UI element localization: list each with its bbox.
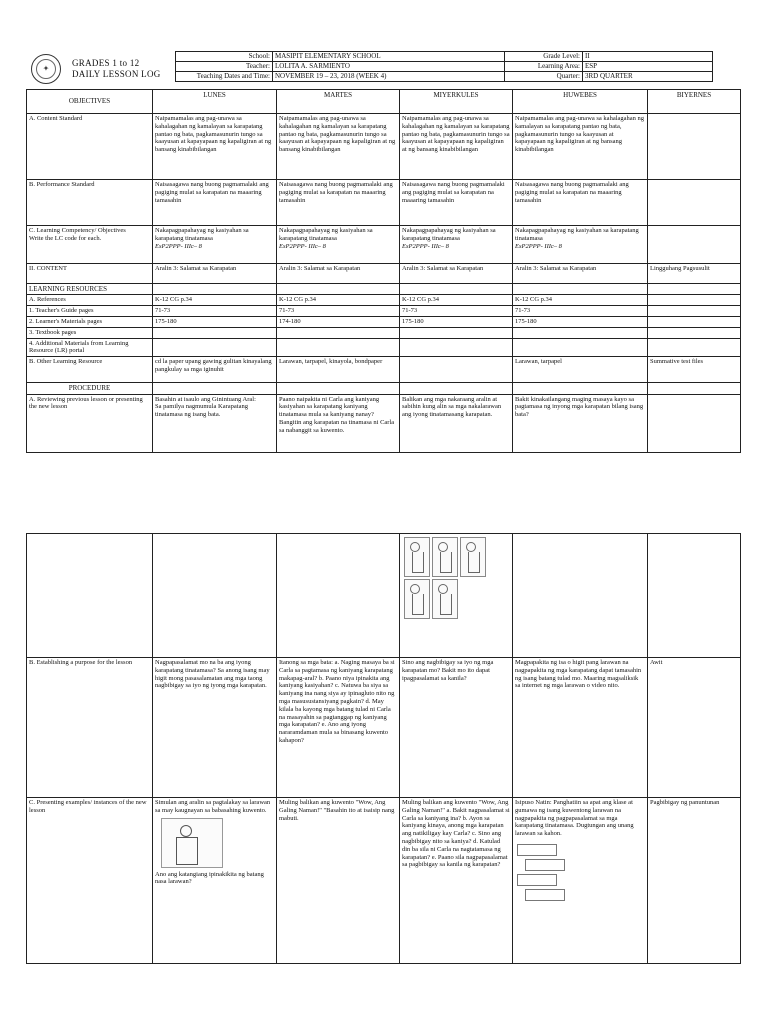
child-picture-icon <box>404 537 430 577</box>
reviewing-mon-2: Sa pamilya nagmumula Karapatang tinatamasa ng isang bata. <box>155 403 248 419</box>
illustration-mon <box>153 534 277 658</box>
content-label: II. CONTENT <box>27 264 153 284</box>
illustration-wed <box>400 534 513 658</box>
references-wed: K-12 CG p.34 <box>400 295 513 306</box>
dates-value: NOVEMBER 19 – 23, 2018 (WEEK 4) <box>273 72 505 82</box>
purpose-fri: Awit <box>648 658 741 798</box>
reviewing-fri <box>648 394 741 452</box>
competency-text: Nakapagpapahayag ng kasiyahan sa karapatang tinatamasa <box>402 227 496 242</box>
textbook-label: 3. Textbook pages <box>27 327 153 338</box>
competency-text: Nakapagpapahayag ng kasiyahan sa karapatang tinatamasa <box>155 227 249 242</box>
other-resource-label: B. Other Learning Resource <box>27 357 153 383</box>
grade-value: II <box>583 52 713 62</box>
content-standard-wed: Naipamamalas ang pag-unawa sa kahalagahan ng kamalayan sa karapatang pantao ng bata, pagkamasunurin tungo sa kaayusan at kapayapaan ng kapaligiran at ng bansang kinabibilangan <box>400 114 513 180</box>
teacher-guide-thu: 71-73 <box>513 306 648 317</box>
competency-code: EsP2PPP- IIIc– 8 <box>515 242 562 250</box>
learner-materials-fri <box>648 316 741 327</box>
teacher-guide-fri <box>648 306 741 317</box>
reviewing-wed: Balikan ang mga nakaraang aralin at sabihin kung alin sa mga nakalarawan ang iyong tinatamasang karapatan. <box>400 394 513 452</box>
learner-materials-tue: 174-180 <box>277 316 400 327</box>
school-value: MASIPIT ELEMENTARY SCHOOL <box>273 52 505 62</box>
competency-code: EsP2PPP- IIIc– 8 <box>402 242 449 250</box>
lesson-table-top <box>26 89 741 453</box>
child-sketch-icon <box>161 818 223 868</box>
content-standard-fri <box>648 114 741 180</box>
presenting-thu <box>513 798 648 964</box>
presenting-tue: Muling balikan ang kuwento "Wow, Ang Galing Naman!" "Basahin ito at isaisip nang mabuti. <box>277 798 400 964</box>
content-wed: Aralin 3: Salamat sa Karapatan <box>400 264 513 284</box>
tb-wed <box>400 327 513 338</box>
day-header-biyernes: BIYERNES <box>648 90 741 114</box>
tb-fri <box>648 327 741 338</box>
child-picture-icon <box>432 537 458 577</box>
other-resource-fri: Summative test files <box>648 357 741 383</box>
learner-materials-wed: 175-180 <box>400 316 513 327</box>
competency-thu <box>513 226 648 264</box>
performance-standard-wed: Naisasagawa nang buong pagmamalaki ang pagiging mulat sa karapatan na maaaring tamasahin <box>400 180 513 226</box>
teacher-value: LOLITA A. SARMIENTO <box>273 62 505 72</box>
competency-label-1: C. Learning Competency/ Objectives <box>29 227 126 234</box>
am-thu <box>513 338 648 357</box>
competency-mon <box>153 226 277 264</box>
reviewing-mon <box>153 394 277 452</box>
reviewing-mon-1: Basahin at isaulo ang Ginintuang Aral: <box>155 395 256 403</box>
lr-wed <box>400 284 513 295</box>
learning-area-value: ESP <box>583 62 713 72</box>
tb-thu <box>513 327 648 338</box>
learner-materials-thu: 175-180 <box>513 316 648 327</box>
content-standard-thu: Naipamamalas ang pag-unawa sa kahalagahan ng kamalayan sa karapatang pantao ng bata, pagkamasunurin tungo sa kaayusan at kapayapaan ng kapaligiran at ng bansang kinabibilangan <box>513 114 648 180</box>
other-resource-wed <box>400 357 513 383</box>
quarter-value: 3RD QUARTER <box>583 72 713 82</box>
tb-mon <box>153 327 277 338</box>
lr-tue <box>277 284 400 295</box>
performance-standard-thu: Naisasagawa nang buong pagmamalaki ang pagiging mulat sa karapatan na maaaring tamasahin <box>513 180 648 226</box>
reviewing-thu: Bakit kinakailangang maging masaya kayo sa pagtamasa ng inyong mga karapatan bilang isang bata? <box>513 394 648 452</box>
illustration-tue <box>277 534 400 658</box>
child-picture-icon <box>404 579 430 619</box>
day-header-miyerkules: MIYERKULES <box>400 90 513 114</box>
other-resource-mon: cd la paper upang gawing gulitan kinayalang pangkulay sa mga iginuhit <box>153 357 277 383</box>
content-thu: Aralin 3: Salamat sa Karapatan <box>513 264 648 284</box>
presenting-mon <box>153 798 277 964</box>
rights-pictures <box>402 535 510 621</box>
pr-wed <box>400 383 513 394</box>
am-tue <box>277 338 400 357</box>
lesson-table-bottom <box>26 533 741 964</box>
objectives-header: OBJECTIVES <box>27 90 153 114</box>
quarter-label: Quarter: <box>505 72 583 82</box>
am-fri <box>648 338 741 357</box>
reviewing-label: A. Reviewing previous lesson or presenting the new lesson <box>27 394 153 452</box>
purpose-wed: Sino ang nagbibigay sa iyo ng mga karapatan mo? Bakit mo ito dapat ipagpasalamat sa kanila? <box>400 658 513 798</box>
teacher-guide-wed: 71-73 <box>400 306 513 317</box>
child-picture-icon <box>460 537 486 577</box>
pr-tue <box>277 383 400 394</box>
performance-standard-mon: Naisasagawa nang buong pagmamalaki ang pagiging mulat sa karapatan na maaaring tamasahin <box>153 180 277 226</box>
learning-resources-label: LEARNING RESOURCES <box>27 284 153 295</box>
competency-text: Nakapagpapahayag ng kasiyahan sa karapatang tinatamasa <box>515 227 639 242</box>
teacher-guide-label: 1. Teacher's Guide pages <box>27 306 153 317</box>
references-fri <box>648 295 741 306</box>
other-resource-tue: Larawan, tarpapel, kinayola, bondpaper <box>277 357 400 383</box>
other-resource-thu: Larawan, tarpapel <box>513 357 648 383</box>
teacher-guide-tue: 71-73 <box>277 306 400 317</box>
header-table <box>175 51 713 82</box>
competency-label <box>27 226 153 264</box>
day-header-martes: MARTES <box>277 90 400 114</box>
illustration-fri <box>648 534 741 658</box>
illustration-row-label <box>27 534 153 658</box>
content-mon: Aralin 3: Salamat sa Karapatan <box>153 264 277 284</box>
am-mon <box>153 338 277 357</box>
purpose-thu: Magpapakita ng isa o higit pang larawan na nagpapakita ng mga karapatang dapat tamasahin ng isang batang tulad mo. Maaring magsaliksik sa internet ng mga larawan o video nito. <box>513 658 648 798</box>
am-wed <box>400 338 513 357</box>
competency-code: EsP2PPP- IIIc– 8 <box>279 242 326 250</box>
pr-fri <box>648 383 741 394</box>
additional-materials-label: 4. Additional Materials from Learning Resource (LR) portal <box>27 338 153 357</box>
presenting-mon-2: Ano ang katangiang ipinakikita ng batang nasa larawan? <box>155 870 264 886</box>
performance-standard-fri <box>648 180 741 226</box>
day-header-huwebes: HUWEBES <box>513 90 648 114</box>
content-fri: Lingguhang Pagsusulit <box>648 264 741 284</box>
lr-mon <box>153 284 277 295</box>
tb-tue <box>277 327 400 338</box>
pr-mon <box>153 383 277 394</box>
presenting-fri: Pagbibigay ng panuntunan <box>648 798 741 964</box>
content-standard-mon: Naipamamalas ang pag-unawa sa kahalagahan ng kamalayan sa karapatang pantao ng bata, pagkamasunurin tungo sa kaayusan at kapayapaan ng kapaligiran at ng bansang kinabibilangan <box>153 114 277 180</box>
presenting-wed: Muling balikan ang kuwento "Wow, Ang Galing Naman!" a. Bakit nagpasalamat si Carla sa kaniyang ina? b. Ayon sa kaniyang kinaya, anong mga karapatan ang natikiligay kay Carla? c. Sino ang nagbibigay nito sa kaniya? d. Katulad din ba sila ni Carla na nagtatamasa ng karapatan? e. Paano sila nagpapasalamat sa pagbibigay sa kanila ng karapatan? <box>400 798 513 964</box>
deped-seal-icon: ✦ <box>31 54 61 84</box>
day-header-lunes: LUNES <box>153 90 277 114</box>
story-boxes-icon <box>517 844 563 901</box>
document-title <box>72 58 161 80</box>
child-picture-icon <box>432 579 458 619</box>
lr-thu <box>513 284 648 295</box>
title-line2: DAILY LESSON LOG <box>72 69 161 79</box>
content-standard-tue: Naipamamalas ang pag-unawa sa kahalagahan ng kamalayan sa karapatang pantao ng bata, pagkamasunurin tungo sa kaayusan at kapayapaan ng kapaligiran at ng bansang kinabibilangan <box>277 114 400 180</box>
competency-wed <box>400 226 513 264</box>
references-label: A. References <box>27 295 153 306</box>
illustration-thu <box>513 534 648 658</box>
dates-label: Teaching Dates and Time: <box>176 72 273 82</box>
performance-standard-label: B. Performance Standard <box>27 180 153 226</box>
learner-materials-mon: 175-180 <box>153 316 277 327</box>
learner-materials-label: 2. Learner's Materials pages <box>27 316 153 327</box>
references-mon: K-12 CG p.34 <box>153 295 277 306</box>
grade-label: Grade Level: <box>505 52 583 62</box>
title-line1: GRADES 1 to 12 <box>72 58 140 68</box>
presenting-label: C. Presenting examples/ instances of the new lesson <box>27 798 153 964</box>
performance-standard-tue: Naisasagawa nang buong pagmamalaki ang pagiging mulat sa karapatan na maaaring tamasahin <box>277 180 400 226</box>
competency-fri <box>648 226 741 264</box>
content-tue: Aralin 3: Salamat sa Karapatan <box>277 264 400 284</box>
competency-label-2: Write the LC code for each. <box>29 234 102 242</box>
competency-tue <box>277 226 400 264</box>
content-standard-label: A. Content Standard <box>27 114 153 180</box>
purpose-tue: Itanong sa mga bata: a. Naging masaya ba si Carla sa pagtamasa ng kaniyang karapatang makapag-aral? b. Paano niya ipinakita ang kaniyang kasiyahan? c. Natuwa ba siya sa kaniyang ina nang siya ay ipinagluto nito ng mga masusustansiyang pagkain? d. May kilala ba kayong mga batang tulad ni Carla na masayahin sa pagtanggap ng kaniyang mga karapatan? e. Ano ang iyong nararamdaman mula sa binasang kuwento kahapon? <box>277 658 400 798</box>
pr-thu <box>513 383 648 394</box>
competency-code: EsP2PPP- IIIc– 8 <box>155 242 202 250</box>
lr-fri <box>648 284 741 295</box>
competency-text: Nakapagpapahayag ng kasiyahan sa karapatang tinatamasa <box>279 227 373 242</box>
purpose-label: B. Establishing a purpose for the lesson <box>27 658 153 798</box>
school-label: School: <box>176 52 273 62</box>
teacher-label: Teacher: <box>176 62 273 72</box>
presenting-mon-1: Simulan ang aralin sa pagtalakay sa larawan sa may kaugnayan sa babasahing kuwento. <box>155 799 271 814</box>
procedure-label: PROCEDURE <box>27 383 153 394</box>
references-tue: K-12 CG p.34 <box>277 295 400 306</box>
teacher-guide-mon: 71-73 <box>153 306 277 317</box>
presenting-thu-1: Isipuso Natin: Panghatiin sa apat ang klase at gumawa ng isang kuwentong larawan na nagpapakita ng pagpapasalamat sa mga karapatang tinatamasa. Dugtungan ang unang larawan sa kahon. <box>515 799 634 838</box>
learning-area-label: Learning Area: <box>505 62 583 72</box>
purpose-mon: Nagpapasalamat mo na ba ang iyong karapatang tinatamasa? Sa anong isang may higit mong pasasalamatan ang mga taong nagbibigay sa iyo ng iyong mga karapatan. <box>153 658 277 798</box>
references-thu: K-12 CG p.34 <box>513 295 648 306</box>
reviewing-tue: Paano naipakita ni Carla ang kaniyang kasiyahan sa karapatang kaniyang tinatamasa mula sa kaniyang nanay? Bangitin ang karapatan na tinamasa ni Carla sa nabanggit sa kuwento. <box>277 394 400 452</box>
